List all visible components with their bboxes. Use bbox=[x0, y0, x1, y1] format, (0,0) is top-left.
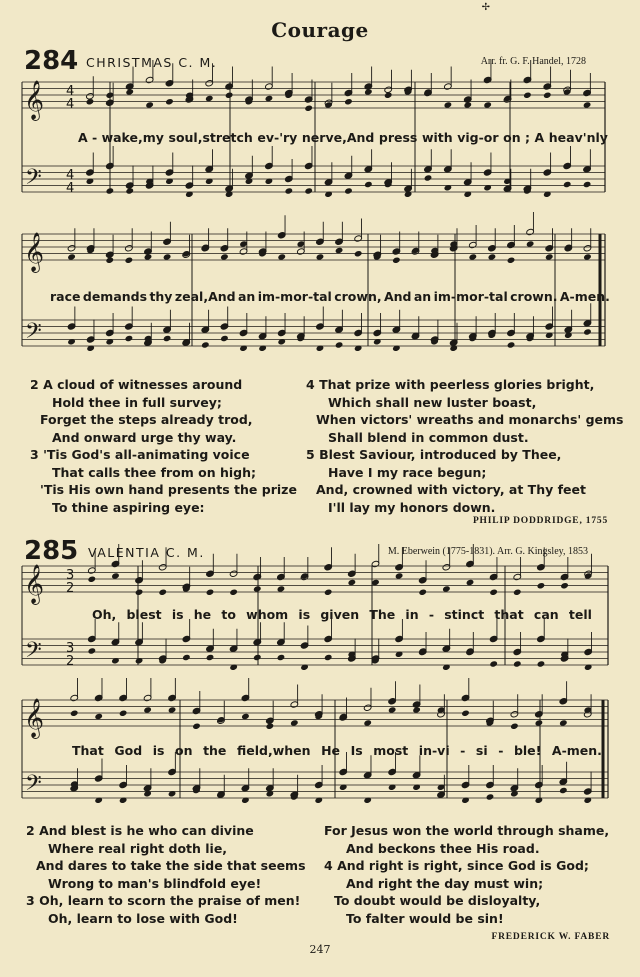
verse-text: I'll lay my honors down. bbox=[328, 499, 496, 515]
author-284: PHILIP DODDRIDGE, 1755 bbox=[472, 516, 608, 526]
lyrics-line-284-1 bbox=[78, 130, 608, 145]
time-signature: 2 bbox=[66, 654, 75, 669]
verse-text: To doubt would be disloyalty, bbox=[334, 893, 541, 908]
note-head bbox=[489, 660, 498, 667]
lyric-syllable: can bbox=[533, 607, 559, 622]
lyric-syllable: with bbox=[421, 130, 453, 145]
time-signature: 4 bbox=[66, 84, 75, 99]
note-head bbox=[489, 589, 498, 596]
note-head bbox=[543, 92, 552, 99]
lyric-syllable: most bbox=[373, 743, 409, 758]
lyric-syllable: on bbox=[175, 743, 193, 758]
note-head bbox=[461, 710, 470, 717]
verse-number: 4 bbox=[324, 858, 338, 873]
note-head bbox=[510, 723, 519, 730]
verse-text: Blest Saviour, introduced by Thee, bbox=[319, 447, 562, 462]
verse-line bbox=[324, 822, 609, 840]
lyrics-line-284-2 bbox=[50, 289, 610, 304]
note-head bbox=[354, 250, 363, 257]
note-head bbox=[105, 257, 114, 264]
lyric-syllable: si bbox=[475, 743, 488, 758]
lyric-syllable: blest bbox=[126, 607, 162, 622]
lyric-syllable: heav'nly bbox=[548, 130, 608, 145]
note-head bbox=[277, 585, 286, 592]
verse-text: Wrong to man's blindfold eye! bbox=[48, 875, 262, 891]
note-head bbox=[348, 579, 357, 586]
bass-clef: 𝄢 bbox=[25, 638, 42, 668]
lyric-syllable: tell bbox=[568, 607, 592, 622]
bass-clef: 𝄢 bbox=[25, 165, 42, 195]
verse-line bbox=[30, 464, 297, 482]
verse-line bbox=[26, 875, 306, 893]
note-head bbox=[163, 335, 172, 342]
verse-line bbox=[26, 840, 306, 858]
note-head bbox=[563, 181, 572, 188]
treble-clef: 𝄞 bbox=[24, 564, 45, 604]
lyric-syllable: And bbox=[383, 289, 412, 304]
verse-line bbox=[324, 910, 609, 928]
bass-clef: 𝄢 bbox=[25, 319, 42, 349]
verse-text: That calls thee from on high; bbox=[52, 464, 257, 480]
verse-text: Oh, learn to scorn the praise of men! bbox=[39, 893, 301, 908]
note-head bbox=[513, 660, 522, 667]
note-head bbox=[466, 579, 475, 586]
note-head bbox=[560, 582, 569, 589]
note-head bbox=[324, 589, 333, 596]
lyric-syllable: ble! bbox=[513, 743, 542, 758]
note-head bbox=[220, 253, 229, 260]
note-head bbox=[424, 174, 433, 181]
verse-text: And onward urge thy way. bbox=[52, 429, 237, 445]
verse-text: To thine aspiring eye: bbox=[52, 499, 205, 515]
author-285: FREDERICK W. FABER bbox=[491, 932, 610, 942]
verse-number: 4 bbox=[306, 377, 320, 392]
lyric-syllable: in bbox=[405, 607, 419, 622]
note-head bbox=[583, 101, 592, 108]
verse-line bbox=[30, 499, 297, 517]
note-head bbox=[526, 240, 535, 247]
tune-name-284: CHRISTMAS C. M. bbox=[86, 55, 218, 70]
lyric-syllable: he bbox=[193, 607, 212, 622]
verse-line bbox=[30, 446, 297, 464]
note-head bbox=[94, 713, 103, 720]
verse-line bbox=[324, 857, 609, 875]
treble-clef: 𝄞 bbox=[24, 232, 45, 272]
verse-text: 'Tis God's all-animating voice bbox=[43, 447, 250, 462]
lyric-syllable: im-mor-tal bbox=[257, 289, 332, 304]
time-signature: 4 bbox=[66, 168, 75, 183]
lyric-syllable: He bbox=[321, 743, 341, 758]
note-head bbox=[507, 341, 516, 348]
lyric-syllable: nerve,And bbox=[301, 130, 375, 145]
verse-text: Shall blend in common dust. bbox=[328, 429, 529, 445]
note-head bbox=[384, 92, 393, 99]
time-signature: 3 bbox=[66, 641, 75, 656]
verse-text: And dares to take the side that seems bbox=[36, 858, 306, 873]
attribution-285: M. Eberwein (1775-1831). Arr. G. Kingsley, 1853 bbox=[387, 546, 588, 557]
note-head bbox=[418, 589, 427, 596]
verse-text: And blest is he who can divine bbox=[39, 823, 254, 838]
verse-text: And beckons thee His road. bbox=[346, 840, 540, 856]
lyric-syllable: an bbox=[413, 289, 432, 304]
note-head bbox=[290, 719, 299, 726]
verse-number: 3 bbox=[30, 447, 44, 462]
verse-text: Oh, learn to lose with God! bbox=[48, 910, 238, 926]
note-head bbox=[125, 88, 134, 95]
lyric-syllable: That bbox=[72, 743, 104, 758]
verse-number: 3 bbox=[26, 893, 40, 908]
lyric-syllable: crown. bbox=[510, 289, 558, 304]
verse-line bbox=[306, 411, 623, 429]
lyric-syllable: on ; bbox=[503, 130, 530, 145]
note-head bbox=[111, 572, 120, 579]
note-head bbox=[206, 654, 215, 661]
lyric-syllable: race bbox=[50, 289, 81, 304]
note-head bbox=[559, 719, 568, 726]
corner-mark: ✢ bbox=[481, 2, 490, 13]
note-head bbox=[205, 95, 214, 102]
note-head bbox=[285, 187, 294, 194]
lyric-syllable: demands bbox=[82, 289, 148, 304]
verse-text: Hold thee in full survey; bbox=[52, 394, 222, 410]
note-head bbox=[265, 95, 274, 102]
verse-text: And, crowned with victory, at Thy feet bbox=[316, 482, 586, 497]
note-head bbox=[125, 187, 134, 194]
tune-name-285: VALENTIA C. M. bbox=[88, 545, 205, 560]
treble-clef: 𝄞 bbox=[24, 698, 45, 738]
note-head bbox=[335, 341, 344, 348]
note-head bbox=[488, 253, 497, 260]
verse-line bbox=[30, 481, 297, 499]
note-head bbox=[266, 723, 275, 730]
note-head bbox=[304, 187, 313, 194]
verse-line bbox=[30, 429, 297, 447]
verse-text: And right is right, since God is God; bbox=[337, 858, 589, 873]
verse-text: For Jesus won the world through shame, bbox=[324, 823, 610, 838]
verse-line bbox=[306, 481, 623, 499]
lyric-syllable: stinct bbox=[444, 607, 485, 622]
lyric-syllable: an bbox=[237, 289, 256, 304]
note-head bbox=[388, 706, 397, 713]
verse-line bbox=[26, 822, 306, 840]
note-head bbox=[206, 589, 215, 596]
verse-text: 'Tis His own hand presents the prize bbox=[40, 482, 297, 497]
lyric-syllable: given bbox=[320, 607, 360, 622]
time-signature: 4 bbox=[66, 181, 75, 196]
verses-left-285 bbox=[26, 822, 306, 927]
verse-line bbox=[306, 429, 623, 447]
lyric-syllable: press bbox=[378, 130, 418, 145]
note-head bbox=[88, 647, 97, 654]
verse-line bbox=[26, 910, 306, 928]
note-head bbox=[277, 253, 286, 260]
note-head bbox=[135, 589, 144, 596]
lyrics-line-285-2 bbox=[72, 743, 602, 758]
lyric-syllable: whom bbox=[246, 607, 289, 622]
note-head bbox=[192, 723, 201, 730]
verse-line bbox=[306, 464, 623, 482]
lyric-syllable: God bbox=[114, 743, 143, 758]
bass-clef: 𝄢 bbox=[25, 771, 42, 801]
note-head bbox=[241, 713, 250, 720]
lyric-syllable: the bbox=[203, 743, 227, 758]
verses-left-284 bbox=[30, 376, 297, 516]
verse-number: 5 bbox=[306, 447, 320, 462]
verse-line bbox=[30, 411, 297, 429]
note-head bbox=[537, 582, 546, 589]
verse-line bbox=[306, 376, 623, 394]
verse-text: Which shall new luster boast, bbox=[328, 394, 537, 410]
verses-right-285 bbox=[324, 822, 609, 927]
lyric-syllable: to bbox=[221, 607, 236, 622]
note-head bbox=[158, 589, 167, 596]
note-head bbox=[168, 706, 177, 713]
lyrics-line-285-1 bbox=[92, 607, 592, 622]
hymn-number-284: 284 bbox=[24, 46, 79, 76]
lyric-syllable: - bbox=[428, 607, 435, 622]
lyric-syllable: soul,stretch bbox=[168, 130, 253, 145]
verse-text: When victors' wreaths and monarchs' gems bbox=[316, 412, 624, 427]
note-head bbox=[363, 719, 372, 726]
note-head bbox=[559, 787, 568, 794]
note-head bbox=[583, 253, 592, 260]
verse-line bbox=[26, 892, 306, 910]
lyric-syllable: - bbox=[460, 743, 466, 758]
note-head bbox=[583, 181, 592, 188]
note-head bbox=[444, 101, 453, 108]
lyric-syllable: Is bbox=[350, 743, 363, 758]
treble-clef: 𝄞 bbox=[24, 80, 45, 120]
verse-line bbox=[324, 840, 609, 858]
note-head bbox=[277, 654, 286, 661]
lyric-syllable: field,when bbox=[236, 743, 311, 758]
verse-line bbox=[324, 892, 609, 910]
note-head bbox=[469, 253, 478, 260]
verses-right-284 bbox=[306, 376, 623, 516]
note-head bbox=[106, 187, 115, 194]
note-head bbox=[412, 706, 421, 713]
note-head bbox=[324, 654, 333, 661]
verse-line bbox=[306, 446, 623, 464]
note-head bbox=[125, 335, 134, 342]
lyric-syllable: vig-or bbox=[457, 130, 499, 145]
note-head bbox=[182, 654, 191, 661]
note-head bbox=[163, 253, 172, 260]
verse-text: Have I my race begun; bbox=[328, 464, 487, 480]
verse-text: Forget the steps already trod, bbox=[40, 412, 253, 427]
verse-line bbox=[30, 394, 297, 412]
lyric-syllable: The bbox=[369, 607, 396, 622]
verse-text: That prize with peerless glories bright, bbox=[319, 377, 595, 392]
lyric-syllable: in-vi bbox=[418, 743, 450, 758]
note-head bbox=[535, 719, 544, 726]
note-head bbox=[145, 101, 154, 108]
note-head bbox=[316, 253, 325, 260]
verse-line bbox=[306, 499, 623, 517]
note-head bbox=[253, 654, 262, 661]
note-head bbox=[125, 257, 134, 264]
hymn-number-285: 285 bbox=[24, 536, 79, 566]
note-head bbox=[165, 98, 174, 105]
note-head bbox=[583, 328, 592, 335]
verse-text: To falter would be sin! bbox=[346, 910, 504, 926]
lyric-syllable: crown, bbox=[334, 289, 382, 304]
lyric-syllable: im-mor-tal bbox=[433, 289, 508, 304]
note-head bbox=[201, 341, 210, 348]
note-head bbox=[220, 335, 229, 342]
note-head bbox=[304, 105, 313, 112]
note-head bbox=[507, 257, 516, 264]
lyric-syllable: zeal,And bbox=[174, 289, 236, 304]
note-head bbox=[364, 88, 373, 95]
verse-text: Where real right doth lie, bbox=[48, 840, 228, 856]
attribution-284: Arr. fr. G. F. Handel, 1728 bbox=[480, 56, 586, 67]
note-head bbox=[67, 253, 76, 260]
note-head bbox=[229, 589, 238, 596]
note-head bbox=[463, 101, 472, 108]
page-number: 247 bbox=[309, 943, 331, 956]
lyric-syllable: A - wake,my bbox=[78, 130, 164, 145]
note-head bbox=[144, 253, 153, 260]
lyric-syllable: is bbox=[152, 743, 165, 758]
note-head bbox=[143, 706, 152, 713]
note-head bbox=[392, 257, 401, 264]
note-head bbox=[119, 710, 128, 717]
note-head bbox=[513, 589, 522, 596]
lyric-syllable: thy bbox=[149, 289, 173, 304]
note-head bbox=[442, 585, 451, 592]
verse-line bbox=[306, 394, 623, 412]
lyric-syllable: is bbox=[298, 607, 311, 622]
lyric-syllable: - bbox=[498, 743, 504, 758]
note-head bbox=[225, 92, 234, 99]
note-head bbox=[395, 572, 404, 579]
note-head bbox=[344, 187, 353, 194]
verse-text: And right the day must win; bbox=[346, 875, 544, 891]
note-head bbox=[86, 98, 95, 105]
note-head bbox=[70, 710, 79, 717]
page-title: Courage bbox=[271, 18, 369, 42]
time-signature: 2 bbox=[66, 581, 75, 596]
lyric-syllable: A-men. bbox=[551, 743, 602, 758]
note-head bbox=[537, 660, 546, 667]
note-head bbox=[253, 585, 262, 592]
lyric-syllable: ev-'ry bbox=[257, 130, 298, 145]
lyric-syllable: A-men. bbox=[559, 289, 610, 304]
note-head bbox=[88, 576, 97, 583]
note-head bbox=[364, 181, 373, 188]
note-head bbox=[335, 247, 344, 254]
note-head bbox=[483, 101, 492, 108]
lyric-syllable: Oh, bbox=[92, 607, 117, 622]
lyric-syllable: is bbox=[171, 607, 184, 622]
lyric-syllable: A bbox=[534, 130, 545, 145]
verse-line bbox=[26, 857, 306, 875]
lyric-syllable: that bbox=[494, 607, 524, 622]
verse-line bbox=[324, 875, 609, 893]
note-head bbox=[344, 98, 353, 105]
verse-number: 2 bbox=[26, 823, 40, 838]
time-signature: 3 bbox=[66, 568, 75, 583]
note-head bbox=[545, 253, 554, 260]
note-head bbox=[523, 92, 532, 99]
time-signature: 4 bbox=[66, 97, 75, 112]
note-head bbox=[486, 793, 495, 800]
verse-line bbox=[30, 376, 297, 394]
verse-text: A cloud of witnesses around bbox=[43, 377, 243, 392]
verse-number: 2 bbox=[30, 377, 44, 392]
